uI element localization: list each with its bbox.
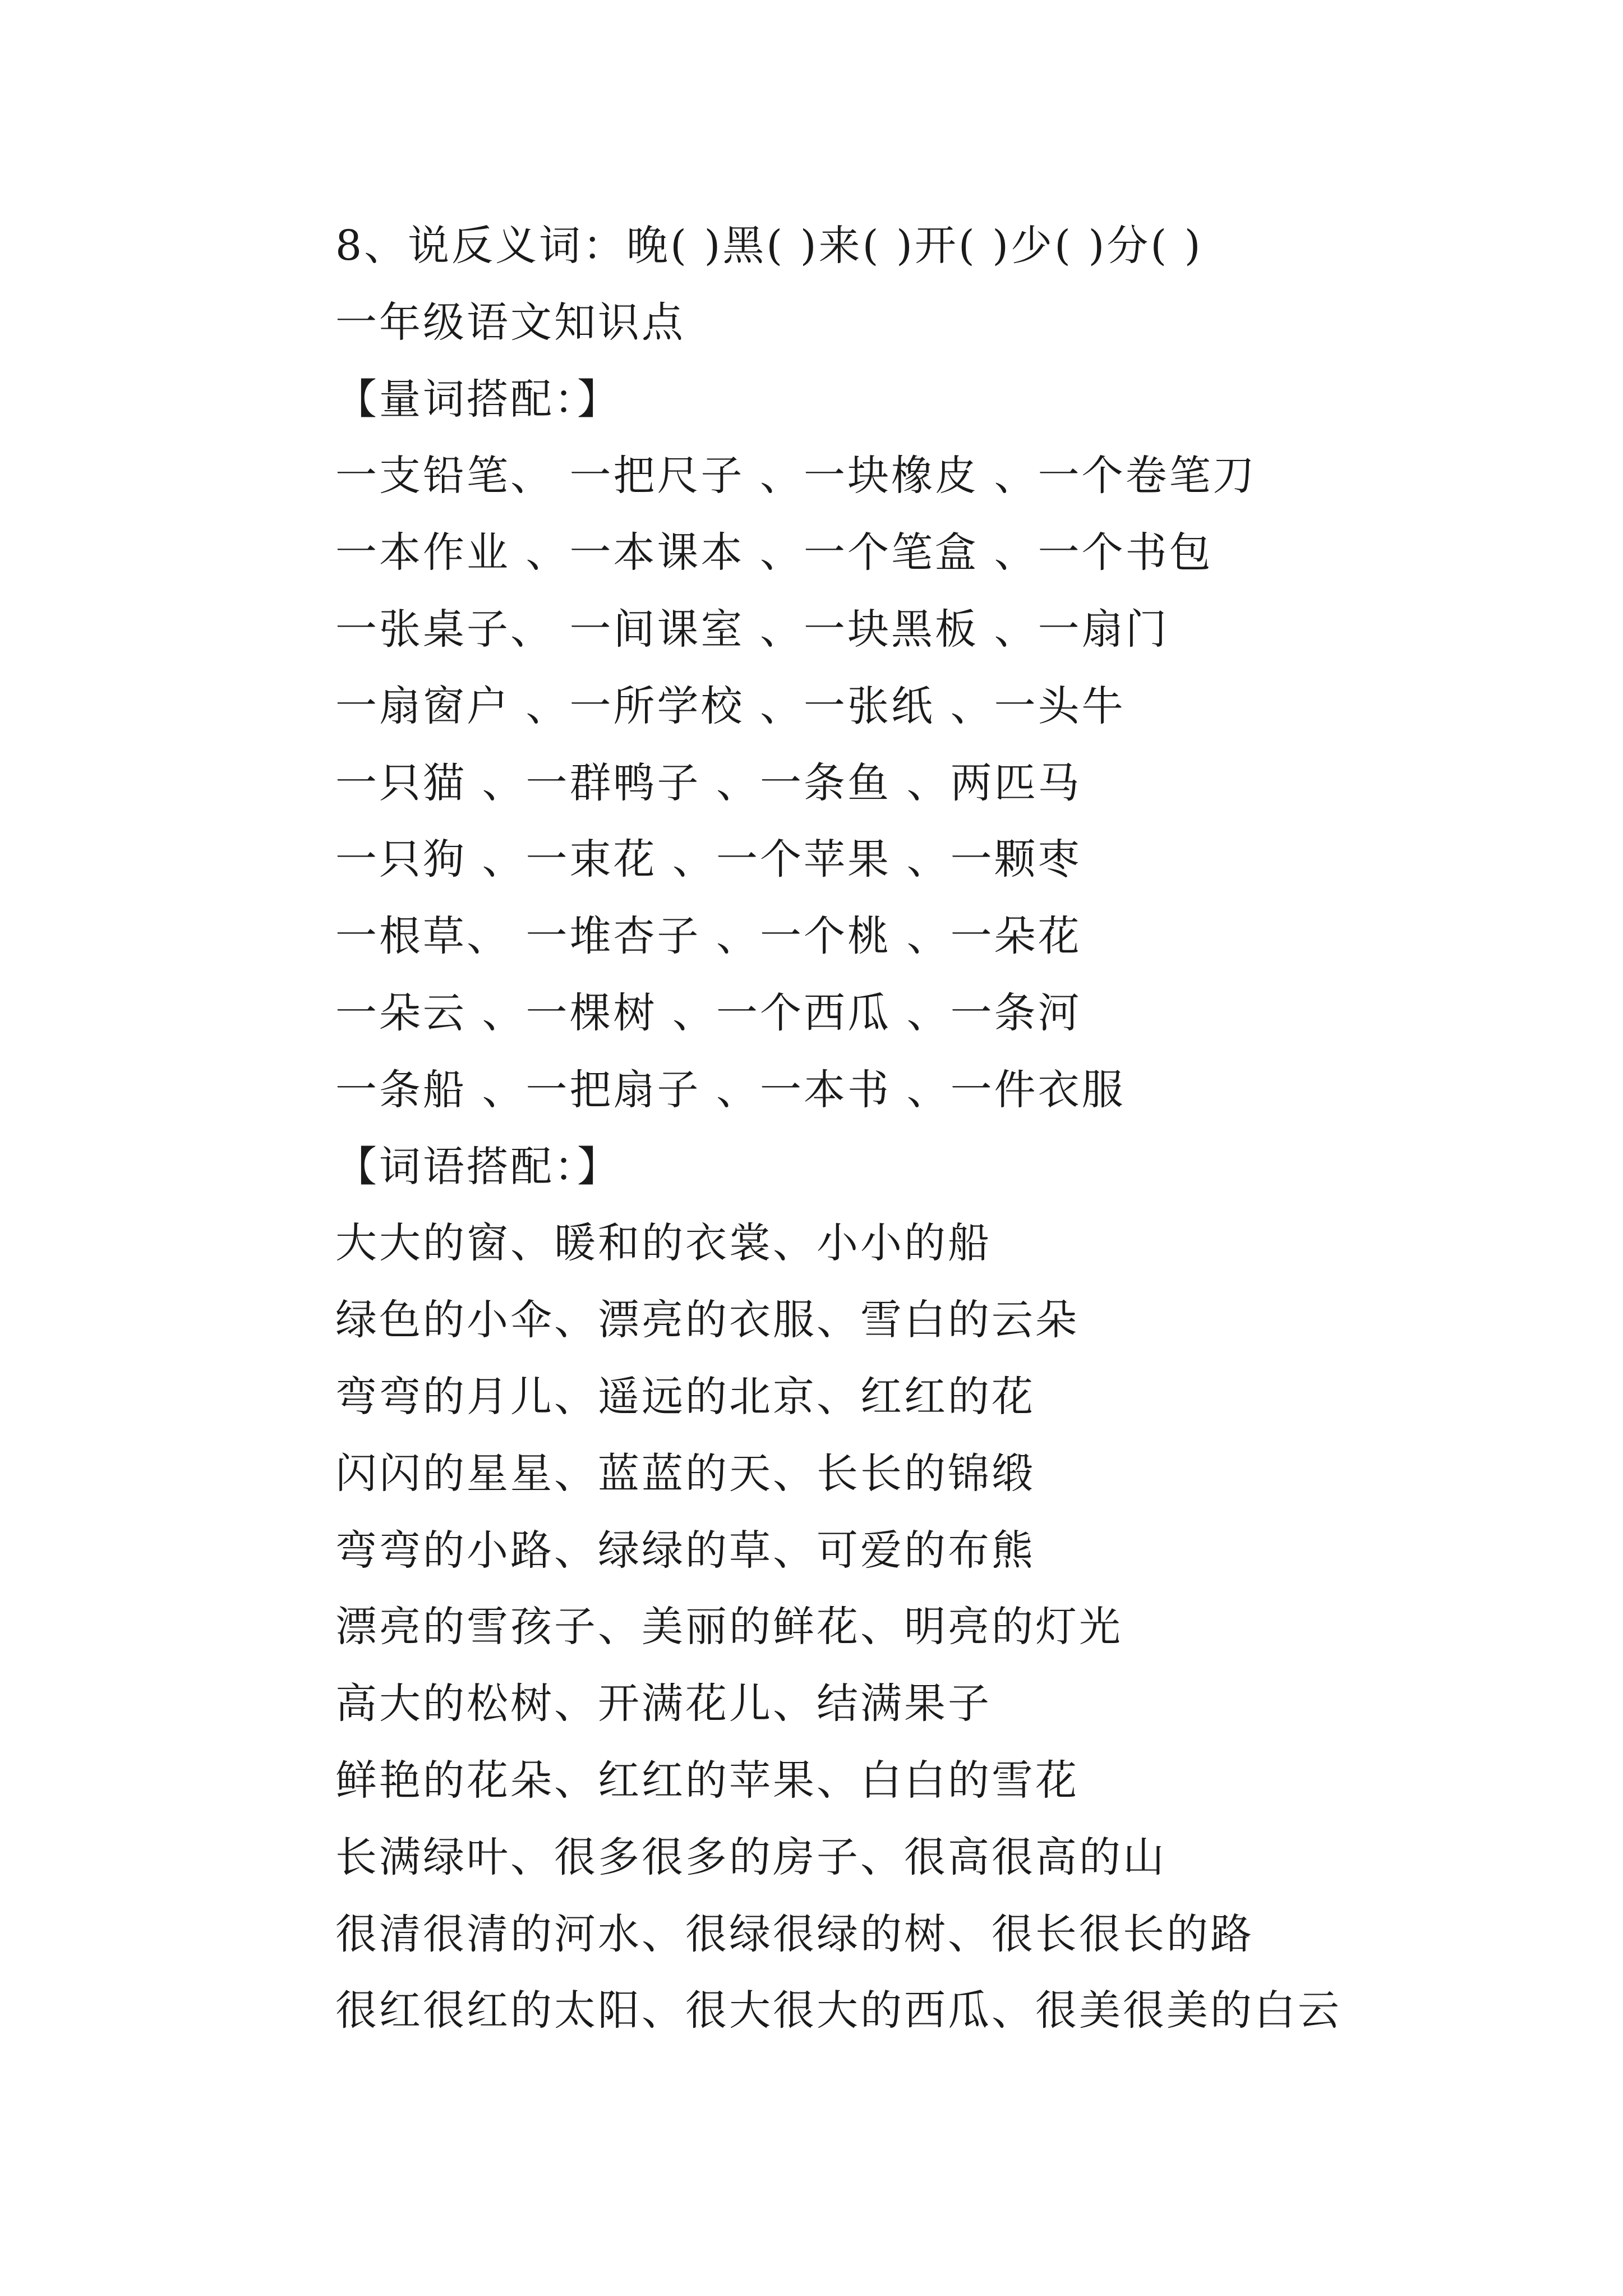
measure-word-line: 一张桌子、 一间课室 、一块黑板 、一扇门 [335, 605, 1169, 654]
document-body [335, 208, 1457, 2049]
measure-word-line: 一条船 、一把扇子 、一本书 、一件衣服 [335, 1065, 1126, 1114]
measure-word-line: 一本作业 、一本课本 、一个笔盒 、一个书包 [335, 528, 1213, 577]
word-pairing-line: 长满绿叶、很多很多的房子、很高很高的山 [335, 1833, 1166, 1881]
word-pairing-line: 很红很红的太阳、很大很大的西瓜、很美很美的白云 [335, 1986, 1341, 2035]
word-pairing-line: 闪闪的星星、蓝蓝的天、长长的锦缎 [335, 1449, 1035, 1498]
measure-word-line: 一扇窗户 、一所学校 、一张纸 、一头牛 [335, 682, 1126, 730]
measure-word-line: 一根草、 一堆杏子 、一个桃 、一朵花 [335, 912, 1082, 961]
word-pairing-line: 弯弯的月儿、遥远的北京、红红的花 [335, 1372, 1035, 1421]
section-title: 一年级语文知识点 [335, 298, 685, 347]
measure-word-heading: 【量词搭配：】 [335, 375, 621, 424]
measure-word-line: 一只狗 、一束花 、一个苹果 、一颗枣 [335, 835, 1082, 884]
measure-word-line: 一支铅笔、 一把尺子 、一块橡皮 、一个卷笔刀 [335, 452, 1257, 500]
word-pairing-line: 很清很清的河水、很绿很绿的树、很长很长的路 [335, 1910, 1254, 1958]
word-pairing-heading: 【词语搭配：】 [335, 1142, 621, 1191]
word-pairing-line: 弯弯的小路、绿绿的草、可爱的布熊 [335, 1526, 1035, 1575]
word-pairing-line: 绿色的小伞、漂亮的衣服、雪白的云朵 [335, 1296, 1079, 1345]
word-pairing-line: 鲜艳的花朵、红红的苹果、白白的雪花 [335, 1756, 1079, 1805]
word-pairing-line: 高大的松树、开满花儿、结满果子 [335, 1680, 992, 1728]
antonym-exercise-line: 8、说反义词：晚( )黑( )来( )开( )少( )分( ) [335, 222, 1203, 270]
measure-word-line: 一朵云 、一棵树 、一个西瓜 、一条河 [335, 988, 1082, 1037]
measure-word-line: 一只猫 、一群鸭子 、一条鱼 、两匹马 [335, 758, 1082, 807]
word-pairing-line: 漂亮的雪孩子、美丽的鲜花、明亮的灯光 [335, 1603, 1123, 1651]
word-pairing-line: 大大的窗、暖和的衣裳、小小的船 [335, 1219, 992, 1268]
